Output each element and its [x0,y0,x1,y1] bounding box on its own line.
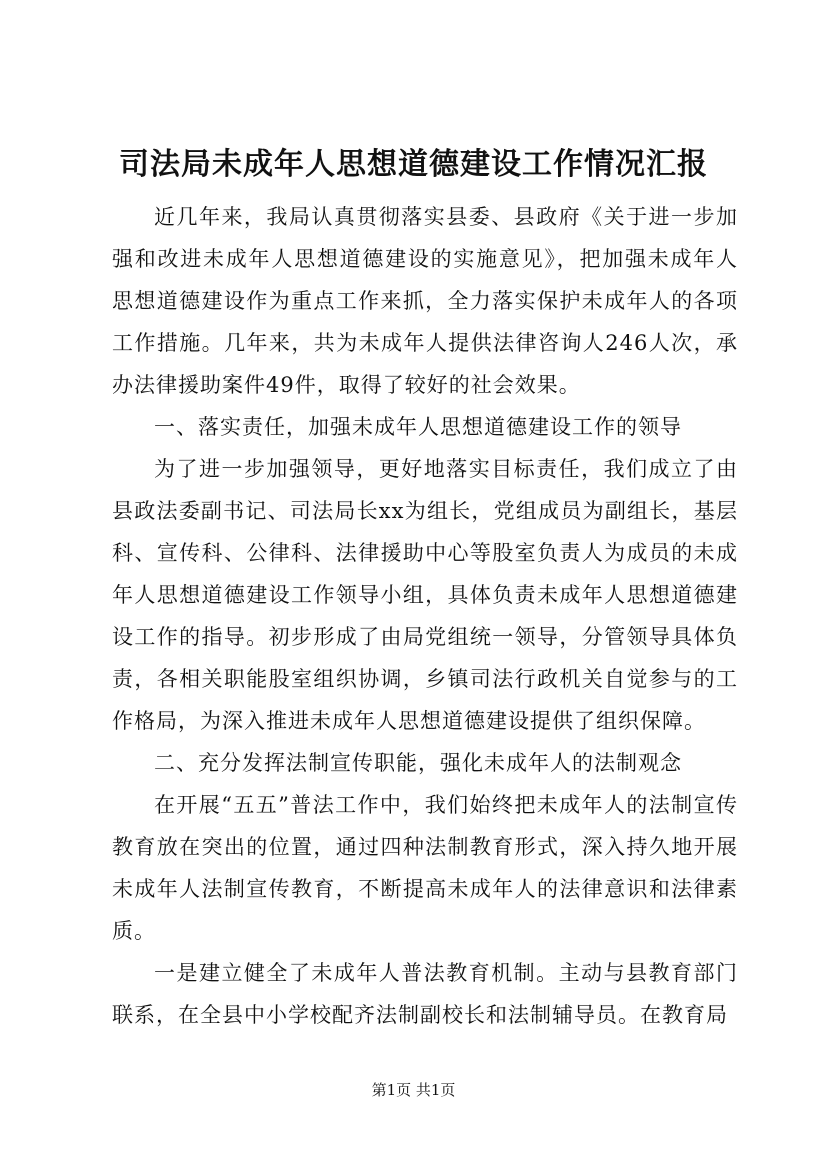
paragraph-intro: 近几年来，我局认真贯彻落实县委、县政府《关于进一步加强和改进未成年人思想道德建设的实施意见》，把加强未成年人思想道德建设作为重点工作来抓，全力落实保护未成年人的各项工作措施。几年来，共为未成年人提供法律咨询人246人次，承办法律援助案件49件，取得了较好的社会效果。 [112,205,738,397]
page-footer [0,1080,827,1100]
section-heading-1: 一、落实责任，加强未成年人思想道德建设工作的领导 [154,415,682,439]
document-body [112,196,738,1036]
paragraph-legal-education: 在开展“五五”普法工作中，我们始终把未成年人的法制宣传教育放在突出的位置，通过四种法制教育形式，深入持久地开展未成年人法制宣传教育，不断提高未成年人的法律意识和法律素质。 [112,793,738,943]
section-heading-2: 二、充分发挥法制宣传职能，强化未成年人的法制观念 [154,751,682,775]
page-number-label: 第1页 共1页 [371,1081,456,1099]
paragraph-mechanism: 一是建立健全了未成年人普法教育机制。主动与县教育部门联系，在全县中小学校配齐法制副校长和法制辅导员。在教育局 [112,961,738,1027]
paragraph-leadership: 为了进一步加强领导，更好地落实目标责任，我们成立了由县政法委副书记、司法局长xx为组长，党组成员为副组长，基层科、宣传科、公律科、法律援助中心等股室负责人为成员的未成年人思想道德建设工作领导小组，具体负责未成年人思想道德建设工作的指导。初步形成了由局党组统一领导，分管领导具体负责，各相关职能股室组织协调，乡镇司法行政机关自觉参与的工作格局，为深入推进未成年人思想道德建设提供了组织保障。 [112,457,738,733]
document-title: 司法局未成年人思想道德建设工作情况汇报 [119,147,708,182]
